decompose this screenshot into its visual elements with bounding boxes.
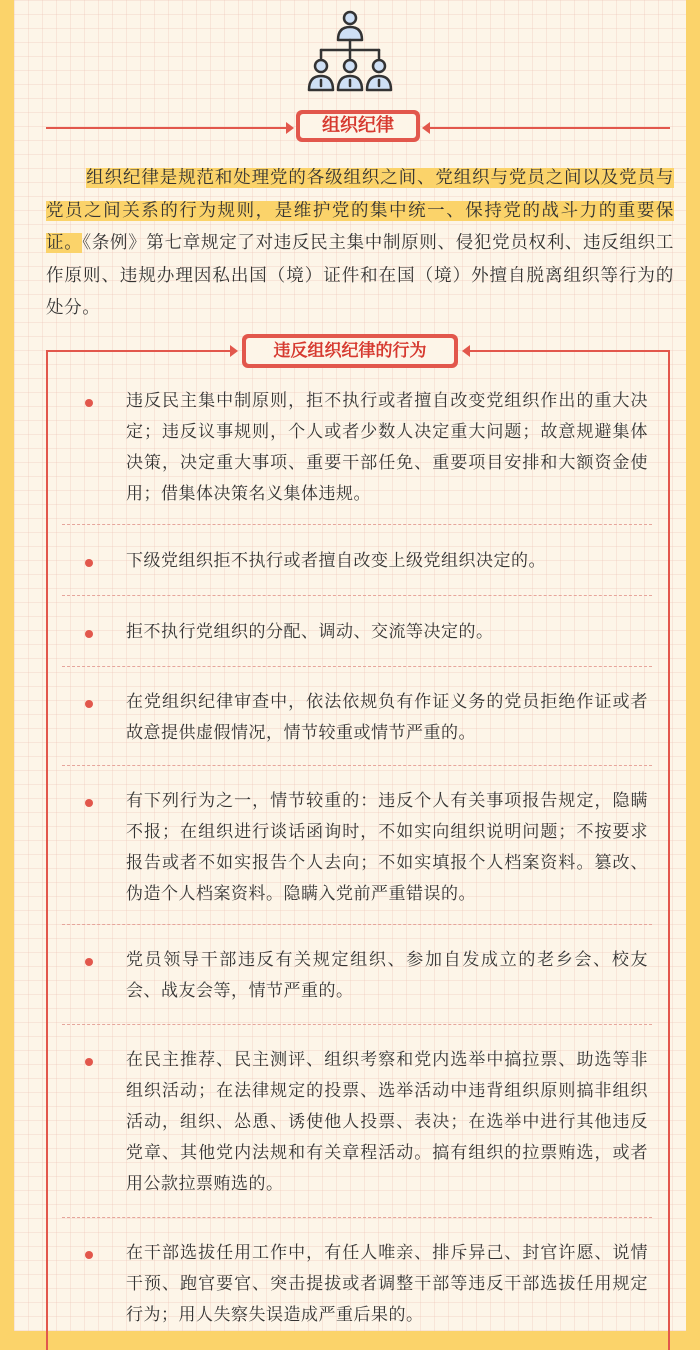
intro-rest: 《条例》第七章规定了对违反民主集中制原则、侵犯党员权利、违反组织工作原则、违规办理因私出国（境）证件和在国（境）外擅自脱离组织等行为的处分。 [46,233,674,318]
item-text: 违反民主集中制原则，拒不执行或者擅自改变党组织作出的重大决定；违反议事规则，个人或者少数人决定重大问题；故意规避集体决策，决定重大事项、重要干部任免、重要项目安排和大额资金使用；借集体决策名义集体违规。 [126,391,648,504]
item-text: 在民主推荐、民主测评、组织考察和党内选举中搞拉票、助选等非组织活动；在法律规定的投票、选举活动中违背组织原则搞非组织活动，组织、怂恿、诱使他人投票、表决；在选举中进行其他违反党章、其他党内法规和有关章程活动。搞有组织的拉票贿选，或者用公款拉票贿选的。 [126,1050,648,1194]
item-text: 党员领导干部违反有关规定组织、参加自发成立的老乡会、校友会、战友会等，情节严重的。 [126,950,648,1001]
bullet-icon [85,399,93,407]
list-title: 违反组织纪律的行为 [245,337,455,365]
bullet-icon [85,958,93,966]
section-title-row [46,108,670,148]
bullet-icon [85,700,93,708]
list-item [62,667,652,766]
section-title: 组织纪律 [299,113,417,139]
item-text: 下级党组织拒不执行或者擅自改变上级党组织决定的。 [126,551,546,571]
list-item [62,1025,652,1218]
list-item [62,382,652,525]
page [14,0,686,1331]
item-text: 在干部选拔任用工作中，有任人唯亲、排斥异己、封官许愿、说情干预、跑官要官、突击提拔或者调整干部等违反干部选拔任用规定行为；用人失察失误造成严重后果的。 [126,1243,648,1325]
item-text: 拒不执行党组织的分配、调动、交流等决定的。 [126,622,494,642]
title-arrow-right-icon [422,122,430,134]
org-chart-people-icon [305,6,395,96]
item-text: 有下列行为之一，情节较重的：违反个人有关事项报告规定，隐瞒不报；在组织进行谈话函询时，不如实向组织说明问题；不按要求报告或者不如实报告个人去向；不如实填报个人档案资料。篡改、伪造个人档案资料。隐瞒入党前严重错误的。 [126,791,648,904]
section-title-badge [296,110,420,142]
list-item [62,925,652,1025]
box-rule-left [46,350,230,352]
title-rule-right [430,127,670,129]
intro-highlight: 组织纪律是规范和处理党的各级组织之间、党组织与党员之间以及党员与党员之间关系的行为规则，是维护党的集中统一、保持党的战斗力的重要保证。 [46,168,674,253]
bullet-icon [85,799,93,807]
list-item [62,1218,652,1348]
box-rule-right [470,350,670,352]
box-arrow-left-icon [230,345,238,357]
list-item [62,596,652,667]
title-arrow-left-icon [286,122,294,134]
list-title-badge [242,334,458,368]
list-item [62,766,652,925]
bullet-icon [85,1058,93,1066]
item-text: 在党组织纪律审查中，依法依规负有作证义务的党员拒绝作证或者故意提供虚假情况，情节较重或情节严重的。 [126,692,648,743]
list-item [62,525,652,596]
bullet-icon [85,559,93,567]
bullet-icon [85,1251,93,1259]
title-rule-left [46,127,286,129]
bullet-icon [85,630,93,638]
box-arrow-right-icon [462,345,470,357]
intro-paragraph [46,162,674,325]
